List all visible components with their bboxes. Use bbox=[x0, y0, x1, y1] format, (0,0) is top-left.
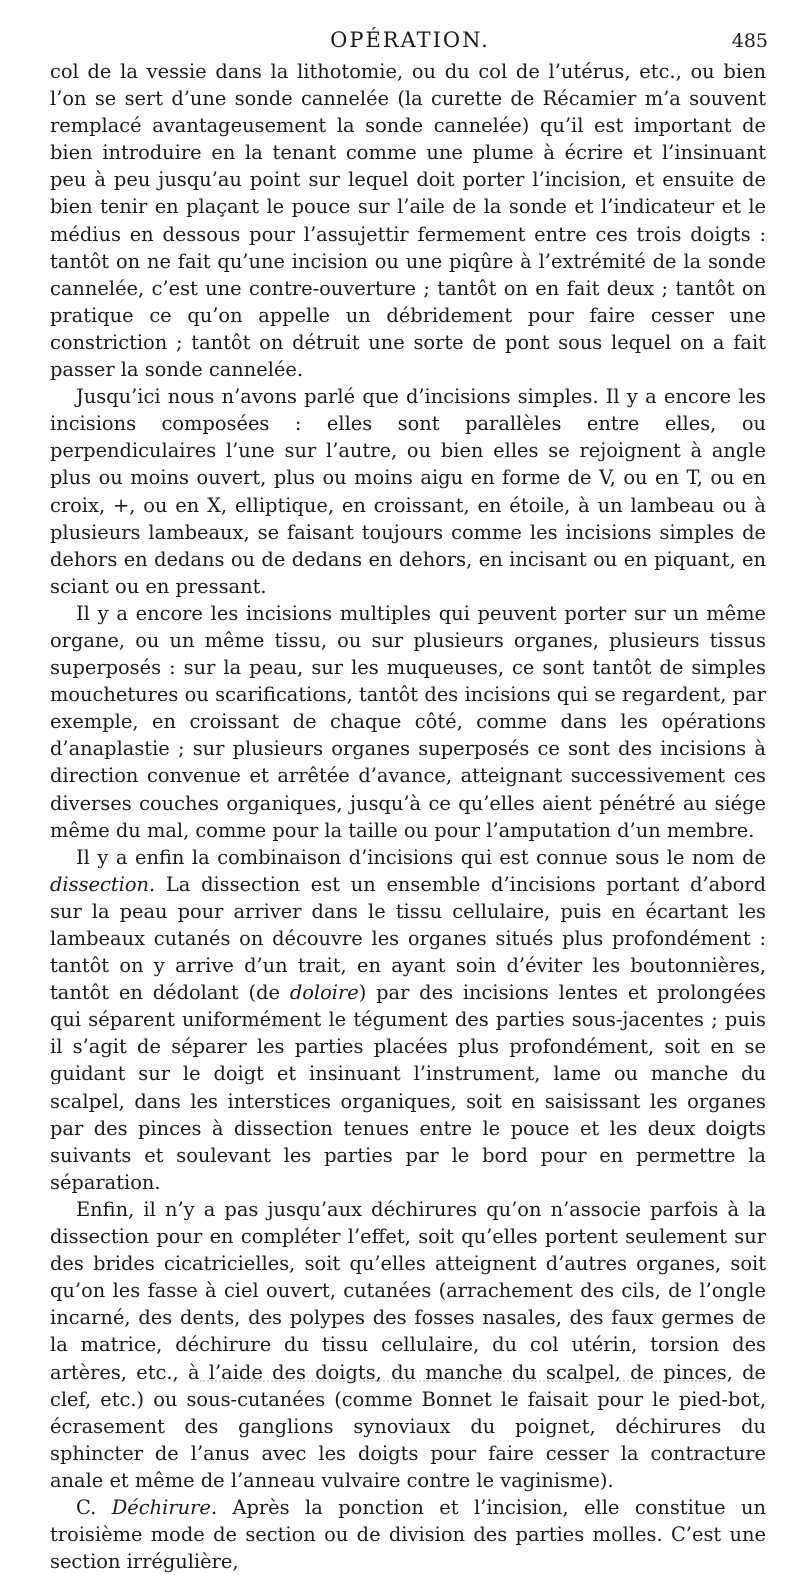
page-body bbox=[50, 58, 766, 1575]
term-dissection: dissection. bbox=[50, 872, 156, 896]
paragraph-4-text-a: Il y a enfin la combinaison d’incisions qui est connue sous le nom de bbox=[76, 845, 766, 869]
page-number: 485 bbox=[731, 30, 768, 52]
running-header bbox=[52, 28, 768, 58]
paragraph-4-text-b: La dissection est un ensemble d’incisions portant d’abord sur la peau pour arriver dans le tissu cellulaire, puis en écartant les lambeaux cutanés on découvre les organes situés plus profondément : tantôt on y arrive d’un trait, en ayant soin d’éviter les boutonnières, tantôt en dédolant (de bbox=[50, 872, 766, 1005]
paragraph-1: col de la vessie dans la lithotomie, ou du col de l’utérus, etc., ou bien l’on se sert d’une sonde cannelée (la curette de Récamier m’a souvent remplacé avantageusement la sonde cannelée) qu’il est important de bien introduire en la tenant comme une plume à écrire et l’insinuant peu à peu jusqu’au point sur lequel doit porter l’incision, et ensuite de bien tenir en plaçant le pouce sur l’aile de la sonde et l’indicateur et le médius en dessous pour l’assujettir fermement entre ces trois doigts : tantôt on ne fait qu’une incision ou une piqûre à l’extrémité de la sonde cannelée, c’est une contre-ouverture ; tantôt on en fait deux ; tantôt on pratique ce qu’on appelle un débridement pour faire cesser une constriction ; tantôt on détruit une sorte de pont sous lequel on a fait passer la sonde cannelée. bbox=[50, 60, 766, 382]
running-title: OPÉRATION. bbox=[330, 28, 490, 52]
paragraph-5: Enfin, il n’y a pas jusqu’aux déchirures qu’on n’associe parfois à la dissection pour en compléter l’effet, soit qu’elles portent seulement sur des brides cicatricielles, soit qu’elles atteignent d’autres organes, soit qu’on les fasse à ciel ouvert, cutanées (arrachement des cils, de l’ongle incarné, des dents, des polypes des fosses nasales, des faux germes de la matrice, déchirure du tissu cellulaire, du col utérin, torsion des artères, etc., à l’aide des doigts, du manche du scalpel, de pinces, de clef, etc.) ou sous-cutanées (comme Bonnet le faisait pour le pied-bot, écrasement des ganglions synoviaux du poignet, déchirures du sphincter de l’anus avec les doigts pour faire cesser la contracture anale et même de l’anneau vulvaire contre le vaginisme). bbox=[50, 1197, 766, 1492]
section-heading-dechirure: Déchirure. bbox=[111, 1495, 218, 1519]
paragraph-3: Il y a encore les incisions multiples qui peuvent porter sur un même organe, ou un même tissu, ou sur plusieurs organes, plusieurs tissus superposés : sur la peau, sur les muqueuses, ce sont tantôt de simples mouchetures ou scarifications, tantôt des incisions qui se regardent, par exemple, en croissant de chaque côté, comme dans les opérations d’anaplastie ; sur plusieurs organes superposés ce sont des incisions à direction convenue et arrêtée d’avance, atteignant successivement ces diverses couches organiques, jusqu’à ce qu’elles aient pénétré au siége même du mal, comme pour la taille ou pour l’amputation d’un membre. bbox=[50, 601, 766, 842]
section-letter: C. bbox=[76, 1495, 112, 1519]
paragraph-6 bbox=[50, 1494, 766, 1575]
paragraph-6-text: Après la ponction et l’incision, elle constitue un troisième mode de section ou de division des parties molles. C’est une section irrégulière, bbox=[50, 1495, 766, 1574]
term-doloire: doloire bbox=[289, 981, 359, 1005]
bleed-through-line bbox=[200, 1380, 720, 1385]
paragraph-4 bbox=[50, 844, 766, 1196]
paragraph-2: Jusqu’ici nous n’avons parlé que d’incisions simples. Il y a encore les incisions composées : elles sont parallèles entre elles, ou perpendiculaires l’une sur l’autre, ou bien elles se rejoignent à angle plus ou moins ouvert, plus ou moins aigu en forme de V, ou en T, ou en croix, +, ou en X, elliptique, en croissant, en étoile, à un lambeau ou à plusieurs lambeaux, se faisant toujours comme les incisions simples de dehors en dedans ou de dedans en dehors, en incisant ou en piquant, en sciant ou en pressant. bbox=[50, 385, 766, 598]
paragraph-4-text-c: ) par des incisions lentes et prolongées qui séparent uniformément le tégument des parties sous-jacentes ; puis il s’agit de séparer les parties placées plus profondément, soit en se guidant sur le doigt et insinuant l’instrument, lame ou manche du scalpel, dans les interstices organiques, soit en saisissant les organes par des pinces à dissection tenues entre le pouce et les deux doigts suivants et soulevant les parties par le bord pour en permettre la séparation. bbox=[50, 981, 766, 1194]
